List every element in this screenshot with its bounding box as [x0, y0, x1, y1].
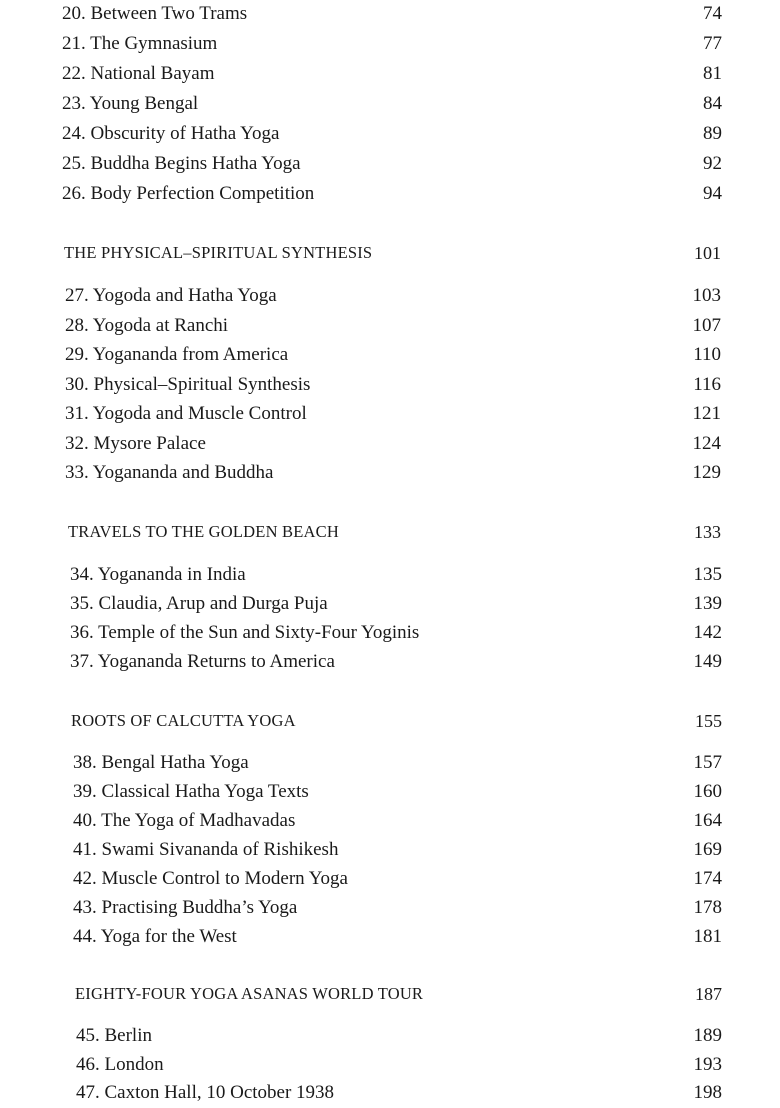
toc-section-heading — [0, 518, 780, 546]
page-number: 169 — [693, 839, 722, 860]
toc-entry — [0, 459, 780, 487]
chapter-title: 42. Muscle Control to Modern Yoga — [73, 868, 348, 889]
page-number: 193 — [693, 1054, 722, 1075]
toc-entry — [0, 648, 780, 676]
toc-entry — [0, 400, 780, 428]
page-number: 103 — [692, 285, 721, 306]
chapter-title: 43. Practising Buddha’s Yoga — [73, 897, 298, 918]
chapter-title: 28. Yogoda at Ranchi — [65, 315, 229, 336]
chapter-title: 47. Caxton Hall, 10 October 1938 — [76, 1082, 335, 1103]
toc-entry — [0, 30, 780, 58]
chapter-title: 46. London — [76, 1054, 164, 1075]
page-number: 84 — [703, 93, 722, 114]
chapter-title: 45. Berlin — [76, 1025, 152, 1046]
toc-entry — [0, 312, 780, 340]
page-number: 174 — [693, 868, 722, 889]
chapter-title: 34. Yogananda in India — [70, 564, 246, 585]
chapter-title: 29. Yogananda from America — [65, 344, 289, 365]
chapter-title: 21. The Gymnasium — [62, 33, 218, 54]
chapter-title: 39. Classical Hatha Yoga Texts — [73, 781, 309, 802]
chapter-title: 26. Body Perfection Competition — [62, 183, 315, 204]
page-number: 160 — [693, 781, 722, 802]
page-number: 101 — [694, 243, 721, 263]
chapter-title: 37. Yogananda Returns to America — [70, 651, 335, 672]
toc-entry — [0, 150, 780, 178]
chapter-title: 27. Yogoda and Hatha Yoga — [65, 285, 277, 306]
page-number: 164 — [693, 810, 722, 831]
toc-entry — [0, 282, 780, 310]
page-number: 133 — [694, 522, 721, 542]
page-number: 157 — [693, 752, 722, 773]
page-number: 187 — [695, 984, 722, 1004]
chapter-title: 25. Buddha Begins Hatha Yoga — [62, 153, 301, 174]
chapter-title: 36. Temple of the Sun and Sixty-Four Yoginis — [70, 622, 420, 643]
page-number: 142 — [693, 622, 722, 643]
page-number: 189 — [693, 1025, 722, 1046]
page-number: 77 — [703, 33, 722, 54]
toc-entry — [0, 90, 780, 118]
chapter-title: 31. Yogoda and Muscle Control — [65, 403, 307, 424]
page-number: 135 — [693, 564, 722, 585]
page-number: 92 — [703, 153, 722, 174]
chapter-title: 24. Obscurity of Hatha Yoga — [62, 123, 280, 144]
chapter-title: 40. The Yoga of Madhavadas — [73, 810, 296, 831]
toc-entry — [0, 590, 780, 618]
chapter-title: 38. Bengal Hatha Yoga — [73, 752, 249, 773]
toc-entry — [0, 619, 780, 647]
page-number: 155 — [695, 711, 722, 731]
chapter-title: 22. National Bayam — [62, 63, 215, 84]
toc-entry — [0, 341, 780, 369]
page-number: 129 — [692, 462, 721, 483]
toc-entry — [0, 778, 780, 806]
page-number: 198 — [693, 1082, 722, 1103]
page-number: 89 — [703, 123, 722, 144]
page-number: 149 — [693, 651, 722, 672]
toc-entry — [0, 807, 780, 835]
section-title: TRAVELS TO THE GOLDEN BEACH — [68, 522, 339, 541]
chapter-title: 41. Swami Sivananda of Rishikesh — [73, 839, 339, 860]
chapter-title: 20. Between Two Trams — [62, 3, 248, 24]
toc-entry — [0, 894, 780, 922]
chapter-title: 23. Young Bengal — [62, 93, 199, 114]
toc-entry — [0, 865, 780, 893]
toc-entry — [0, 1051, 780, 1079]
chapter-title: 35. Claudia, Arup and Durga Puja — [70, 593, 328, 614]
toc-section-heading — [0, 707, 780, 735]
chapter-title: 30. Physical–Spiritual Synthesis — [65, 374, 311, 395]
toc-entry — [0, 836, 780, 864]
page-number: 139 — [693, 593, 722, 614]
page-number: 94 — [703, 183, 722, 204]
chapter-title: 32. Mysore Palace — [65, 433, 206, 454]
toc-entry — [0, 371, 780, 399]
page-number: 107 — [692, 315, 721, 336]
toc-section-heading — [0, 980, 780, 1008]
toc-section-heading — [0, 239, 780, 267]
toc-entry — [0, 749, 780, 777]
page-number: 74 — [703, 3, 722, 24]
toc-entry — [0, 923, 780, 951]
toc-entry — [0, 1022, 780, 1050]
toc-entry — [0, 60, 780, 88]
section-title: EIGHTY-FOUR YOGA ASANAS WORLD TOUR — [75, 984, 424, 1003]
page-number: 181 — [693, 926, 722, 947]
toc-entry — [0, 430, 780, 458]
chapter-title: 44. Yoga for the West — [73, 926, 237, 947]
toc-entry — [0, 0, 780, 28]
page-number: 178 — [693, 897, 722, 918]
toc-entry — [0, 120, 780, 148]
section-title: ROOTS OF CALCUTTA YOGA — [71, 711, 296, 730]
toc-entry — [0, 1079, 780, 1107]
page-number: 110 — [693, 344, 721, 365]
toc-entry — [0, 561, 780, 589]
section-title: THE PHYSICAL–SPIRITUAL SYNTHESIS — [64, 243, 373, 262]
page-number: 124 — [692, 433, 721, 454]
page-number: 81 — [703, 63, 722, 84]
page-number: 121 — [692, 403, 721, 424]
chapter-title: 33. Yogananda and Buddha — [65, 462, 274, 483]
toc-entry — [0, 180, 780, 208]
page-number: 116 — [693, 374, 721, 395]
